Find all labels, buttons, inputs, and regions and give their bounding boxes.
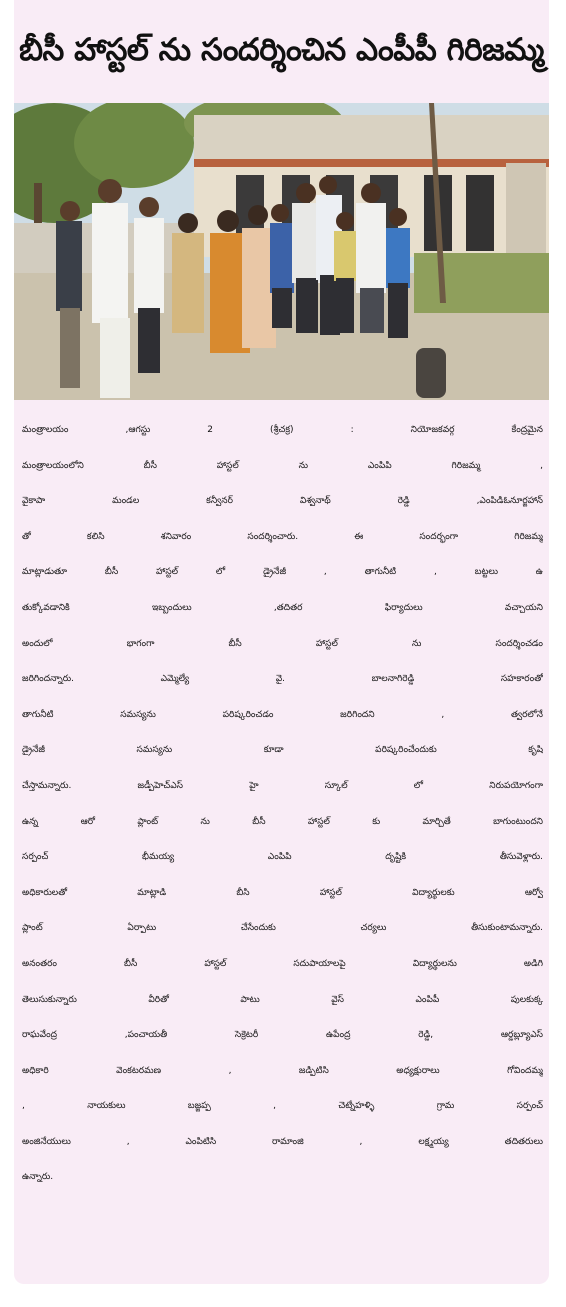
- article-line: ఉన్నారు.: [22, 1172, 54, 1183]
- article-line: జరిగిందన్నారు. ఎమ్మెల్యే వై. బాలనాగిరెడ్డి సహకారంతో: [22, 674, 543, 685]
- article-line: తాగునీటి సమస్యను పరిష్కరించడం జరిగిందని , త్వరలోనే: [22, 709, 543, 720]
- headline-banner: [14, 0, 549, 100]
- article-body: [14, 407, 549, 1196]
- article-line: డ్రైనేజీ సమస్యను కూడా పరిష్కరించేందుకు కృషి: [22, 745, 543, 756]
- article-line: ప్లాంట్ ఏర్పాటు చేసేందుకు చర్యలు తీసుకుంటామన్నారు.: [22, 923, 543, 934]
- article-line: తో కలిసి శనివారం సందర్శించారు. ఈ సందర్భంగా గిరిజమ్మ: [22, 531, 543, 542]
- headline: బీసీ హాస్టల్ ను సందర్శించిన ఎంపీపీ గిరిజమ్మ: [19, 31, 544, 68]
- article-line: మంత్రాలయంలోని బీసీ హాస్టల్ ను ఎంపిపి గిరిజమ్మ ,: [22, 460, 543, 471]
- article-line: సర్పంచ్ భీమయ్య ఎంపిపి దృష్టికి తీసువెళ్లారు.: [22, 852, 543, 863]
- article-line: మంత్రాలయం ,ఆగస్టు 2 (శ్రీచక్ర) : నియోజకవర్గ కేంద్రమైన: [22, 425, 543, 435]
- article-line: రాఘవేంద్ర ,పంచాయతీ సెక్రెటరీ ఉపేంద్ర రెడ్డి, ఆర్డబ్ల్యూఎస్: [22, 1030, 543, 1041]
- article-line: , నాయకులు బజ్జప్ప , చెట్నేహళ్ళి గ్రామ సర్పంచ్: [22, 1101, 543, 1112]
- article-line: చేస్తామన్నారు. జడ్పీహెచ్ఎస్ హై స్కూల్ లో నిరుపయోగంగా: [22, 780, 543, 791]
- article-line: ఉన్న ఆరో ప్లాంట్ ను బీసీ హాస్టల్ కు మార్చితే బాగుంటుందని: [22, 816, 543, 827]
- article-line: అందులో భాగంగా బీసీ హాస్టల్ ను సందర్శించడం: [22, 638, 543, 649]
- article-line: తెలుసుకున్నారు వీరితో పాటు వైస్ ఎంపిపీ పులకుక్క: [22, 994, 543, 1005]
- article-line: అధికారులతో మాట్లాడి బీసి హాస్టల్ విద్యార్థులకు ఆర్వో: [22, 887, 543, 898]
- photo-illustration: [14, 103, 549, 400]
- article-line: అంజినేయులు , ఎంపిటిసి రామాంజి , లక్ష్మయ్య తదితరులు: [22, 1136, 543, 1147]
- article-line: తుక్కోవడానికి ఇబ్బందులు ,తదితర ఫిర్యాదులు వచ్చాయని: [22, 602, 543, 613]
- article-line: మాట్లాడుతూ బీసీ హాస్టల్ లో డ్రైనేజీ , తాగునీటి , బట్టలు ఉ: [22, 567, 543, 578]
- article-line: అనంతరం బీసీ హాస్టల్ సదుపాయాలపై విద్యార్థులను అడిగి: [22, 958, 543, 969]
- article-line: అధికారి వెంకటరమణ , జడ్పిటిసి అధ్యక్షురాలు గోవిందమ్మ: [22, 1065, 543, 1076]
- news-photo: [14, 103, 549, 400]
- article-line: వైకాపా మండల కన్వీనర్ విశ్వనాథ్ రెడ్డి ,ఎంపిడిఓనూర్జహాన్: [22, 496, 543, 507]
